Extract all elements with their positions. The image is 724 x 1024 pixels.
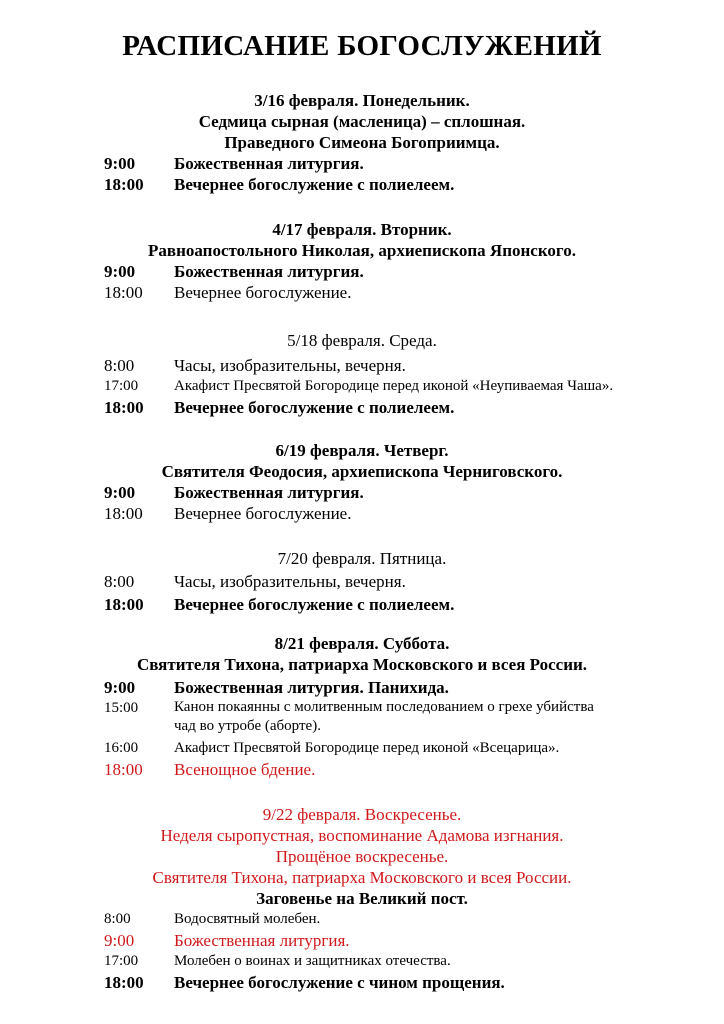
service-text: Молебен о воинах и защитниках отечества.: [174, 953, 451, 969]
service-text: Божественная литургия.: [174, 154, 364, 173]
service-row: [0, 355, 724, 376]
service-time: 18:00: [104, 283, 143, 302]
day-block: [0, 330, 724, 418]
service-text: Божественная литургия.: [174, 483, 364, 502]
service-text: Божественная литургия.: [174, 262, 364, 281]
day-date-header: 3/16 февраля. Понедельник.: [254, 91, 470, 110]
day-feast-header: Святителя Тихона, патриарха Московского и всея России.: [152, 868, 572, 887]
service-row: [0, 282, 724, 303]
service-row: [0, 909, 724, 930]
day-feast-header: Святителя Феодосия, архиепископа Черниговского.: [161, 462, 563, 481]
day-feast-header: Седмица сырная (масленица) – сплошная.: [198, 112, 526, 131]
service-time: 18:00: [104, 595, 144, 614]
day-block: [0, 90, 724, 195]
service-time: 9:00: [104, 154, 136, 173]
day-date-header: 6/19 февраля. Четверг.: [275, 441, 449, 460]
service-time: 8:00: [104, 356, 135, 375]
service-time: 17:00: [104, 378, 139, 394]
day-date-header: 5/18 февраля. Среда.: [287, 331, 437, 350]
service-text: Вечернее богослужение с полиелеем.: [174, 175, 455, 194]
service-row: [0, 261, 724, 282]
service-time: 9:00: [104, 483, 136, 502]
service-row: [0, 482, 724, 503]
service-text: Божественная литургия. Панихида.: [174, 678, 449, 697]
service-text: Вечернее богослужение с полиелеем.: [174, 595, 455, 614]
service-time: 9:00: [104, 678, 136, 697]
service-text: Канон покаянны с молитвенным последованием о грехе убийства чад во утробе (аборте).: [174, 699, 594, 734]
service-row: [0, 930, 724, 951]
day-block: [0, 440, 724, 524]
service-row: [0, 698, 724, 738]
page-title: РАСПИСАНИЕ БОГОСЛУЖЕНИЙ: [122, 30, 602, 62]
service-row: [0, 738, 724, 759]
service-time: 18:00: [104, 504, 143, 523]
service-time: 9:00: [104, 931, 135, 950]
service-text: Вечернее богослужение.: [174, 504, 352, 523]
service-row: [0, 174, 724, 195]
day-block: [0, 804, 724, 993]
service-text: Божественная литургия.: [174, 931, 350, 950]
service-time: 18:00: [104, 973, 144, 992]
service-time: 18:00: [104, 398, 144, 417]
day-feast-header: Праведного Симеона Богоприимца.: [224, 133, 500, 152]
service-time: 18:00: [104, 760, 143, 779]
service-time: 9:00: [104, 262, 136, 281]
service-row: [0, 759, 724, 780]
service-row: [0, 972, 724, 993]
day-date-header: 4/17 февраля. Вторник.: [272, 220, 452, 239]
service-time: 17:00: [104, 953, 139, 969]
service-row: [0, 677, 724, 698]
service-row: [0, 571, 724, 592]
service-row: [0, 594, 724, 615]
service-row: [0, 397, 724, 418]
day-feast-header: Равноапостольного Николая, архиепископа Японского.: [148, 241, 576, 260]
service-text: Вечернее богослужение с полиелеем.: [174, 398, 455, 417]
day-date-header: 9/22 февраля. Воскресенье.: [262, 805, 462, 824]
service-text: Акафист Пресвятой Богородице перед иконой «Неупиваемая Чаша».: [174, 378, 614, 394]
day-block: [0, 219, 724, 303]
day-feast-header: Святителя Тихона, патриарха Московского и всея России.: [136, 655, 588, 674]
service-text: Часы, изобразительны, вечерня.: [174, 572, 406, 591]
service-text: Часы, изобразительны, вечерня.: [174, 356, 406, 375]
service-text: Водосвятный молебен.: [174, 911, 321, 927]
service-text: Всенощное бдение.: [174, 760, 316, 779]
day-block: [0, 548, 724, 615]
day-date-header: 8/21 февраля. Суббота.: [274, 634, 450, 653]
service-row: [0, 153, 724, 174]
day-feast-header: Неделя сыропустная, воспоминание Адамова изгнания.: [160, 826, 564, 845]
service-time: 15:00: [104, 700, 139, 716]
day-date-header: 7/20 февраля. Пятница.: [277, 549, 447, 568]
service-time: 18:00: [104, 175, 144, 194]
day-feast-header: Заговенье на Великий пост.: [256, 889, 468, 908]
service-text: Акафист Пресвятой Богородице перед иконой «Всецарица».: [174, 740, 560, 756]
service-text: Вечернее богослужение с чином прощения.: [174, 973, 505, 992]
service-row: [0, 376, 724, 397]
service-row: [0, 503, 724, 524]
day-block: [0, 633, 724, 780]
service-time: 8:00: [104, 572, 135, 591]
service-row: [0, 951, 724, 972]
service-time: 16:00: [104, 740, 139, 756]
day-feast-header: Прощёное воскресенье.: [275, 847, 449, 866]
service-text: Вечернее богослужение.: [174, 283, 352, 302]
service-time: 8:00: [104, 911, 131, 927]
